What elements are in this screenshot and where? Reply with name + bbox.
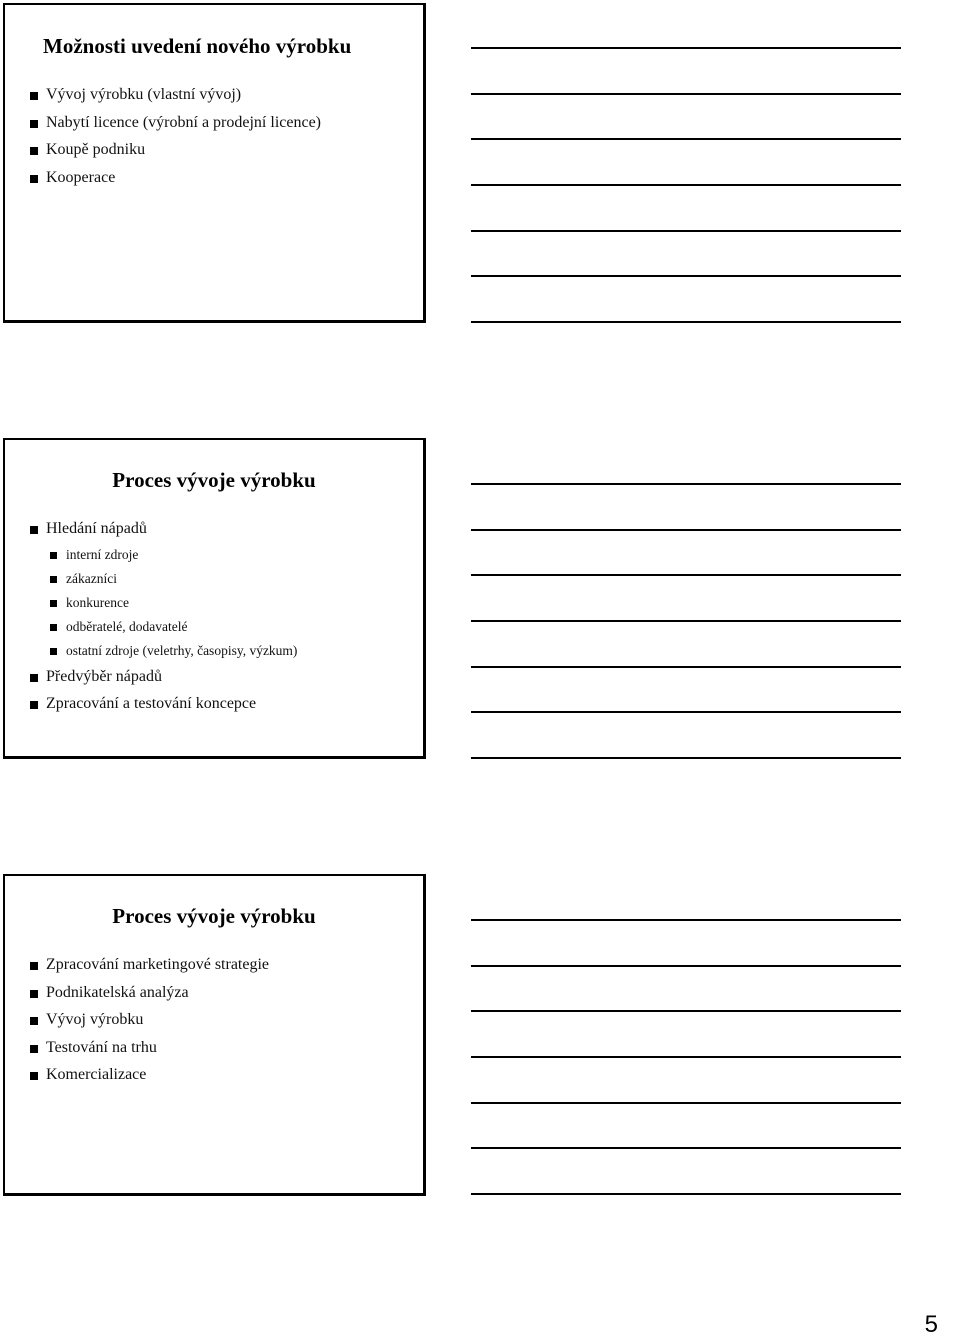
square-bullet-icon xyxy=(30,120,38,128)
square-bullet-icon xyxy=(30,962,38,970)
list-item xyxy=(30,663,297,691)
list-item-text: Kooperace xyxy=(46,168,116,186)
list-item xyxy=(30,136,321,164)
page-number: 5 xyxy=(924,1311,938,1338)
sub-list-item xyxy=(30,543,297,567)
slide-1 xyxy=(3,3,426,323)
note-line xyxy=(471,275,901,277)
sub-list-item xyxy=(30,639,297,663)
slide-3 xyxy=(3,874,426,1196)
list-item xyxy=(30,1006,269,1034)
sub-list-item xyxy=(30,591,297,615)
list-item xyxy=(30,81,321,109)
list-item-text: interní zdroje xyxy=(66,546,139,562)
square-bullet-icon xyxy=(30,1072,38,1080)
square-bullet-icon xyxy=(50,576,57,583)
note-line xyxy=(471,138,901,140)
note-line xyxy=(471,184,901,186)
list-item-text: konkurence xyxy=(66,594,129,610)
square-bullet-icon xyxy=(50,552,57,559)
square-bullet-icon xyxy=(50,648,57,655)
note-line xyxy=(471,919,901,921)
sub-list-item xyxy=(30,567,297,591)
square-bullet-icon xyxy=(30,990,38,998)
list-item xyxy=(30,979,269,1007)
note-line xyxy=(471,1056,901,1058)
list-item xyxy=(30,951,269,979)
sub-list-item xyxy=(30,615,297,639)
note-line xyxy=(471,965,901,967)
slide-2 xyxy=(3,438,426,759)
list-item xyxy=(30,109,321,137)
note-line xyxy=(471,711,901,713)
note-line xyxy=(471,620,901,622)
note-line xyxy=(471,1010,901,1012)
note-line xyxy=(471,47,901,49)
list-item-text: Zpracování a testování koncepce xyxy=(46,695,257,712)
list-item-text: odběratelé, dodavatelé xyxy=(66,618,188,634)
bullet-list xyxy=(30,951,269,1089)
note-line xyxy=(471,574,901,576)
square-bullet-icon xyxy=(30,175,38,183)
list-item-text: Vývoj výrobku (vlastní vývoj) xyxy=(46,86,242,103)
note-line xyxy=(471,230,901,232)
note-line xyxy=(471,321,901,323)
square-bullet-icon xyxy=(50,624,57,631)
note-line xyxy=(471,93,901,95)
list-item-text: Komercializace xyxy=(46,1066,147,1083)
list-item xyxy=(30,690,297,718)
list-item-text: ostatní zdroje (veletrhy, časopisy, výzkum) xyxy=(66,642,298,658)
square-bullet-icon xyxy=(30,701,38,709)
list-item-text: Hledání nápadů xyxy=(46,520,147,537)
list-item-text: Vývoj výrobku xyxy=(46,1011,144,1028)
list-item-text: Nabytí licence (výrobní a prodejní licence) xyxy=(46,113,321,131)
square-bullet-icon xyxy=(30,1017,38,1025)
note-line xyxy=(471,757,901,759)
list-item xyxy=(30,1061,269,1089)
bullet-list xyxy=(30,81,321,191)
note-line xyxy=(471,1102,901,1104)
list-item xyxy=(30,164,321,192)
note-line xyxy=(471,1193,901,1195)
list-item-text: Zpracování marketingové strategie xyxy=(46,956,270,973)
list-item-text: Předvýběr nápadů xyxy=(46,667,162,685)
list-item xyxy=(30,1034,269,1062)
list-item-text: Podnikatelská analýza xyxy=(46,983,189,1001)
note-line xyxy=(471,483,901,485)
square-bullet-icon xyxy=(30,147,38,155)
square-bullet-icon xyxy=(30,674,38,682)
slide-title: Možnosti uvedení nového výrobku xyxy=(43,34,352,58)
list-item-text: zákazníci xyxy=(66,570,117,586)
bullet-list xyxy=(30,515,297,718)
note-line xyxy=(471,1147,901,1149)
square-bullet-icon xyxy=(30,1045,38,1053)
note-line xyxy=(471,529,901,531)
square-bullet-icon xyxy=(50,600,57,607)
slide-title: Proces vývoje výrobku xyxy=(112,904,316,928)
list-item xyxy=(30,515,297,543)
note-line xyxy=(471,666,901,668)
list-item-text: Koupě podniku xyxy=(46,141,146,158)
slide-title: Proces vývoje výrobku xyxy=(112,468,316,492)
square-bullet-icon xyxy=(30,92,38,100)
square-bullet-icon xyxy=(30,526,38,534)
list-item-text: Testování na trhu xyxy=(46,1038,157,1056)
